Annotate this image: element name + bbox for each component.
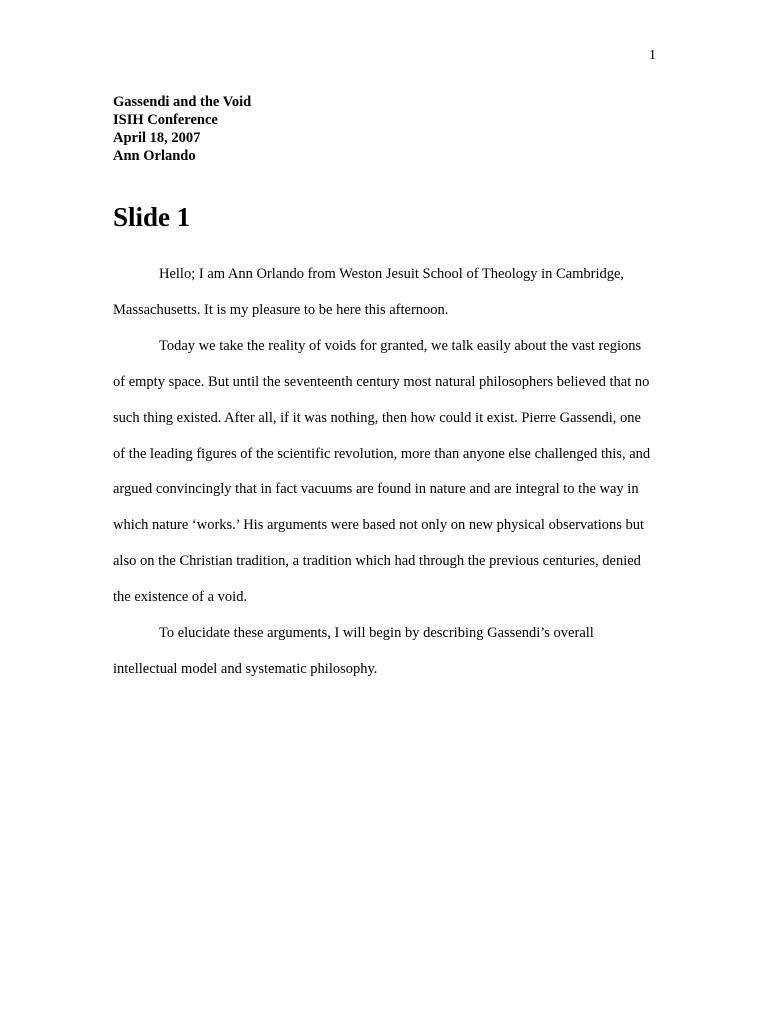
document-header (113, 93, 251, 165)
paragraph-outline: To elucidate these arguments, I will begin by describing Gassendi’s overall intellectual model and systematic philosophy. (113, 625, 594, 677)
document-date: April 18, 2007 (113, 130, 201, 146)
body-text (113, 257, 653, 688)
conference-name: ISIH Conference (113, 112, 218, 128)
slide-heading: Slide 1 (113, 202, 191, 232)
page-number: 1 (649, 48, 656, 63)
document-title: Gassendi and the Void (113, 94, 252, 110)
author-name: Ann Orlando (113, 148, 196, 164)
paragraph-introduction: Hello; I am Ann Orlando from Weston Jesuit School of Theology in Cambridge, Massachusetts. It is my pleasure to be here this afternoon. (113, 266, 625, 318)
paragraph-voids: Today we take the reality of voids for granted, we talk easily about the vast regions of empty space. But until the seventeenth century most natural philosophers believed that no such thing existed. After all, if it was nothing, then how could it exist. Pierre Gassendi, one of the leading figures of the scientific revolution, more than anyone else challenged this, and argued convincingly that in fact vacuums are found in nature and are integral to the way in which nature ‘works.’ His arguments were based not only on new physical observations but also on the Christian tradition, a tradition which had through the previous centuries, denied the existence of a void. (113, 337, 651, 606)
